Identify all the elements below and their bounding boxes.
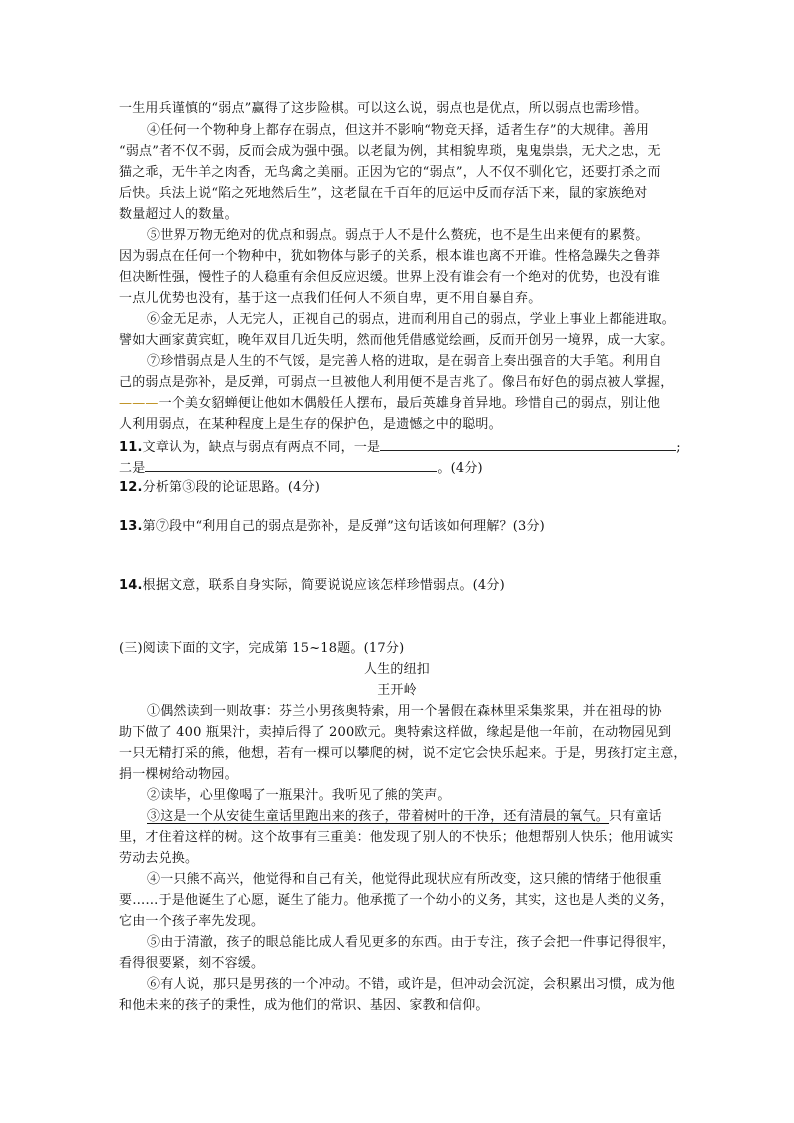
question-number: 14.: [119, 578, 143, 593]
question-text: 文章认为，缺点与弱点有两点不同，一是: [142, 440, 381, 455]
article-author: 王开岭: [377, 683, 417, 698]
passage-line-with-dash: [119, 394, 660, 414]
passage-line: 一生用兵谨慎的“弱点”赢得了这步险棋。可以这么说，弱点也是优点，所以弱点也需珍惜。: [119, 101, 648, 116]
passage-line: 人利用弱点，在某种程度上是生存的保护色，是遗憾之中的聪明。: [119, 417, 502, 432]
question-text: 根据文意，联系自身实际，简要说说应该怎样珍惜弱点。(4分): [142, 578, 505, 593]
paragraph-number: ②: [147, 788, 161, 803]
passage-line: ⑤世界万物无绝对的优点和弱点。弱点于人不是什么赘疣，也不是生出来便有的累赘。: [147, 228, 649, 243]
article-line: 要……于是他诞生了心愿，诞生了能力。他承揽了一个幼小的义务，其实，这也是人类的义务，: [119, 893, 674, 908]
question-13: [119, 517, 545, 537]
article-line-text: 读毕，心里像喝了一瓶果汁。我听见了熊的笑声。: [160, 788, 451, 803]
passage-line: 数量超过人的数量。: [119, 207, 238, 222]
passage-line: 但决断性强，慢性子的人稳重有余但反应迟缓。世界上没有谁会有一个绝对的优势，也没有谁: [119, 270, 661, 285]
article-line: 里，才住着这样的树。这个故事有三重美：他发现了别人的不快乐；他想帮别人快乐；他用诚实: [119, 830, 674, 845]
question-11-line-1: [119, 436, 681, 458]
article-line-text: 只有童话: [609, 809, 662, 824]
article-line-underlined: [147, 807, 662, 827]
separator: ;: [676, 440, 681, 455]
underlined-sentence: ③这是一个从安徒生童话里跑出来的孩子，带着树叶的干净，还有清晨的氧气。: [147, 809, 610, 824]
question-11-line-2: [119, 457, 483, 479]
question-text: 第⑦段中“利用自己的弱点是弥补，是反弹”这句话该如何理解？(3分): [142, 519, 545, 534]
article-line: ⑤由于清澈，孩子的眼总能比成人看见更多的东西。由于专注，孩子会把一件事记得很牢，: [147, 935, 676, 950]
article-line: 捐一棵树给动物园。: [119, 767, 238, 782]
passage-line: ④任何一个物种身上都存在弱点，但这并不影响“物竞天择，适者生存”的大规律。善用: [147, 123, 650, 138]
question-number: 12.: [119, 480, 143, 495]
article-line: ①偶然读到一则故事：芬兰小男孩奥特索，用一个暑假在森林里采集浆果，并在祖母的协: [147, 704, 662, 719]
passage-line: 后快。兵法上说“陷之死地然后生”，这老鼠在千百年的厄运中反而存活下来，鼠的家族绝对: [119, 186, 648, 201]
passage-line: 己的弱点是弥补，是反弹，可弱点一旦被他人利用便不是吉兆了。像吕布好色的弱点被人掌握，: [119, 375, 674, 390]
section-heading: (三)阅读下面的文字，完成第 15~18题。(17分): [119, 641, 405, 656]
passage-line: 猫之乖，无牛羊之肉香，无鸟禽之美丽。正因为它的“弱点”，人不仅不驯化它，还要打杀之而: [119, 165, 661, 180]
article-line: 看得很要紧，刻不容缓。: [119, 956, 265, 971]
article-line: 助下做了 400 瓶果汁，卖掉后得了 200欧元。奥特索这样做，缘起是他一年前，在动物园见到: [119, 725, 672, 740]
article-line: 劳动去兑换。: [119, 851, 199, 866]
question-number: 13.: [119, 519, 143, 534]
question-text: 分析第③段的论证思路。(4分): [142, 480, 321, 495]
question-12: [119, 478, 320, 498]
passage-line: 一点儿优势也没有，基于这一点我们任何人不须自卑，更不用自暴自弃。: [119, 291, 542, 306]
passage-line: ⑦珍惜弱点是人生的不气馁，是完善人格的进取，是在弱音上奏出强音的大手笔。利用自: [147, 354, 662, 369]
article-title: 人生的纽扣: [363, 662, 430, 677]
article-line: ⑥有人说，那只是男孩的一个冲动。不错，或许是，但冲动会沉淀，会积累出习惯，成为他: [147, 977, 676, 992]
article-line: ④一只熊不高兴，他觉得和自己有关，他觉得此现状应有所改变，这只熊的情绪于他很重: [147, 872, 662, 887]
question-text: 二是: [119, 461, 146, 476]
passage-line: 譬如大画家黄宾虹，晚年双目几近失明，然而他凭借感觉绘画，反而开创另一境界，成一大家。: [119, 333, 674, 348]
answer-blank-1[interactable]: [380, 436, 676, 451]
passage-line: 因为弱点在任何一个物种中，犹如物体与影子的关系，根本谁也离不开谁。性格急躁失之鲁莽: [119, 249, 661, 264]
passage-line: “弱点”者不仅不弱，反而会成为强中强。以老鼠为例，其相貌卑琐，鬼鬼祟祟，无犬之忠，无: [119, 144, 661, 159]
article-line: 一只无精打采的熊，他想，若有一棵可以攀爬的树，说不定它会快乐起来。于是，男孩打定主意，: [119, 746, 687, 761]
question-number: 11.: [119, 440, 143, 455]
answer-blank-2[interactable]: [145, 457, 437, 472]
passage-line: ⑥金无足赤，人无完人，正视自己的弱点，进而利用自己的弱点，学业上事业上都能进取。: [147, 312, 676, 327]
points-label: 。(4分): [437, 461, 483, 476]
passage-line-text: 一个美女貂蝉便让他如木偶般任人摆布，最后英雄身首异地。珍惜自己的弱点，别让他: [158, 396, 661, 411]
article-line: 它由一个孩子率先发现。: [119, 914, 265, 929]
question-14: [119, 576, 505, 596]
article-line: 和他未来的孩子的秉性，成为他们的常识、基因、家教和信仰。: [119, 998, 489, 1013]
dash-mark: ———: [119, 396, 159, 411]
article-line: [147, 786, 451, 806]
